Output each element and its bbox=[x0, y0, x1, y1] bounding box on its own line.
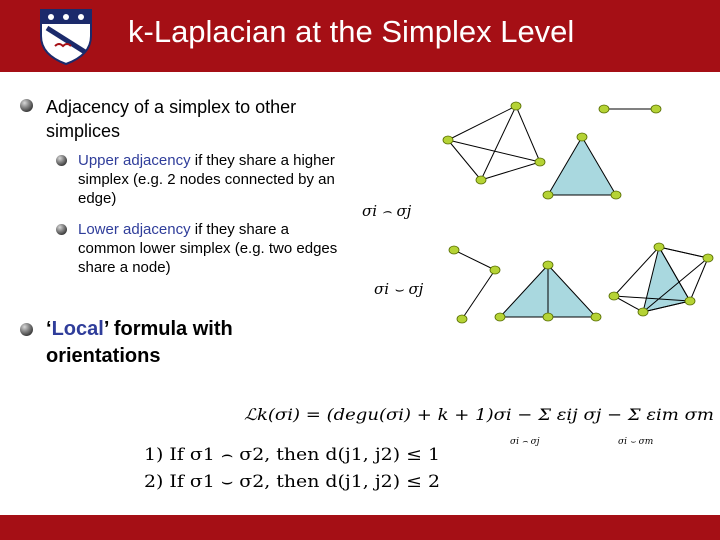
bullet-icon bbox=[20, 323, 33, 336]
simplex-adjacency-diagram bbox=[350, 95, 720, 325]
footer-bar bbox=[0, 515, 720, 540]
laplacian-equation: ℒk(σi) = (degu(σi) + k + 1)σi − Σ εij σj − Σ εim σm bbox=[244, 405, 714, 424]
two-triangles-shared-edge bbox=[500, 265, 596, 317]
adjacency-conditions bbox=[140, 438, 460, 496]
lower-adjacency-term: Lower adjacency bbox=[78, 221, 191, 238]
lower-adjacency-desc: if they share a common lower simplex (e.g. two edges share a node) bbox=[78, 221, 338, 276]
bullet-adjacency: Adjacency of a simplex to other simplices bbox=[46, 97, 297, 141]
sub-bullet-upper-adjacency bbox=[78, 151, 348, 208]
bullet-icon bbox=[20, 99, 33, 112]
complete-graph-k4 bbox=[448, 106, 540, 180]
local-term: Local bbox=[51, 318, 104, 340]
university-shield-logo bbox=[33, 6, 99, 66]
condition-1: 1) If σ1 ⌢ σ2, then d(j1, j2) ≤ 1 bbox=[144, 445, 440, 465]
sub-bullet-icon bbox=[56, 224, 67, 235]
lower-adjacency-label: σi ⌣ σj bbox=[374, 280, 424, 298]
upper-adjacency-label: σi ⌢ σj bbox=[362, 202, 412, 220]
sub-bullet-lower-adjacency bbox=[78, 220, 348, 277]
open-quote: ‘ bbox=[46, 318, 52, 340]
sum2-subscript: σi ⌣ σm bbox=[618, 437, 654, 447]
sub-bullet-icon bbox=[56, 155, 67, 166]
upper-adjacency-desc: if they share a higher simplex (e.g. 2 nodes connected by an edge) bbox=[78, 152, 335, 207]
sum1-subscript: σi ⌢ σj bbox=[510, 437, 540, 447]
filled-triangle-top bbox=[548, 137, 616, 195]
local-formula-desc: ’ formula with orientations bbox=[46, 318, 233, 367]
two-edges-shared-node bbox=[454, 250, 495, 319]
condition-2: 2) If σ1 ⌣ σ2, then d(j1, j2) ≤ 2 bbox=[144, 472, 440, 492]
bullet-local-formula bbox=[46, 316, 296, 370]
upper-adjacency-term: Upper adjacency bbox=[78, 152, 191, 169]
title-bar bbox=[0, 0, 720, 72]
slide-title: k-Laplacian at the Simplex Level bbox=[128, 14, 575, 49]
